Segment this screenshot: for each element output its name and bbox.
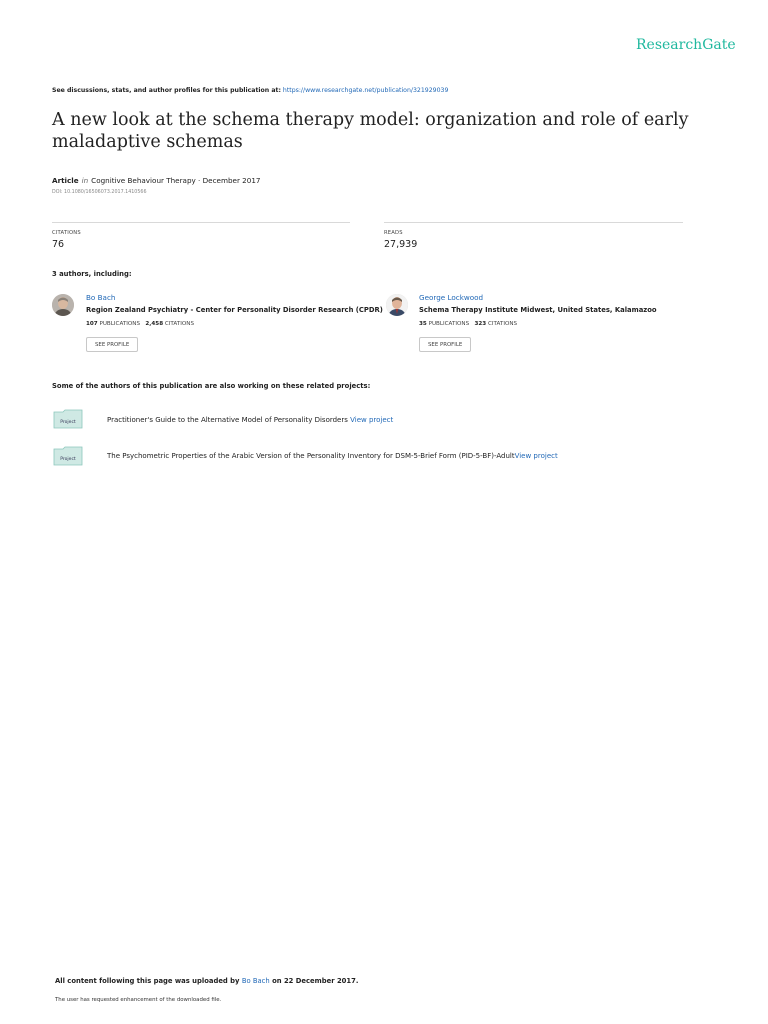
article-title: A new look at the schema therapy model: organization and role of early maladaptive schemas (52, 110, 689, 152)
avatar-bo-bach[interactable] (52, 294, 74, 316)
author-name-bo-bach[interactable]: Bo Bach (86, 293, 116, 302)
uploaded-prefix: All content following this page was uploaded by (55, 977, 240, 985)
author-institution: Schema Therapy Institute Midwest, United States, Kalamazoo (419, 306, 657, 314)
project-item (107, 452, 558, 460)
discussion-label: See discussions, stats, and author profiles for this publication at: (52, 87, 281, 94)
author-stats (86, 321, 194, 327)
see-profile-button[interactable]: SEE PROFILE (86, 337, 138, 352)
see-profile-button[interactable]: SEE PROFILE (419, 337, 471, 352)
uploader-link[interactable]: Bo Bach (241, 977, 270, 985)
view-project-link[interactable]: View project (350, 416, 394, 424)
publications-count: 35 (419, 321, 427, 327)
related-projects-header: Some of the authors of this publication are also working on these related projects: (52, 382, 371, 390)
enhancement-note: The user has requested enhancement of the downloaded file. (55, 997, 222, 1003)
publication-source-line (52, 87, 448, 94)
in-word: in (81, 176, 89, 185)
upload-note (55, 977, 358, 985)
citations-divider (52, 222, 350, 223)
reads-divider (384, 222, 683, 223)
publications-count: 107 (86, 321, 98, 327)
author-name-george-lockwood[interactable]: George Lockwood (419, 293, 484, 302)
folder-icon (53, 409, 83, 429)
project-badge: Project (60, 457, 76, 462)
publications-label: PUBLICATIONS (428, 321, 470, 327)
citations-label: CITATIONS (164, 321, 195, 327)
project-title: Practitioner's Guide to the Alternative Model of Personality Disorders (107, 416, 348, 424)
journal-date: Cognitive Behaviour Therapy · December 2017 (91, 176, 261, 185)
doi-text: DOI: 10.1080/16506073.2017.1410566 (52, 190, 147, 195)
uploaded-suffix: on 22 December 2017. (272, 977, 359, 985)
citations-count: 2,458 (145, 321, 164, 327)
avatar-george-lockwood[interactable] (386, 294, 408, 316)
article-meta (52, 176, 260, 185)
researchgate-logo[interactable]: ResearchGate (636, 37, 736, 53)
author-stats (419, 321, 517, 327)
citations-label: CITATIONS (52, 230, 81, 236)
citations-value: 76 (52, 239, 65, 250)
reads-value: 27,939 (384, 239, 418, 250)
project-badge: Project (60, 420, 76, 425)
view-project-link[interactable]: View project (514, 452, 558, 460)
authors-header: 3 authors, including: (52, 270, 132, 278)
reads-label: READS (384, 230, 403, 236)
article-type: Article (52, 176, 79, 185)
avatar-photo-icon (52, 294, 74, 316)
avatar-photo-icon (386, 294, 408, 316)
citations-label: CITATIONS (487, 321, 518, 327)
author-institution: Region Zealand Psychiatry - Center for Personality Disorder Research (CPDR) (86, 306, 383, 314)
citations-count: 323 (474, 321, 487, 327)
publication-url-link[interactable]: https://www.researchgate.net/publication/321929039 (282, 87, 449, 94)
project-title: The Psychometric Properties of the Arabic Version of the Personality Inventory for DSM-5-Brief Form (PID-5-BF)-Adult (107, 452, 515, 460)
folder-icon (53, 446, 83, 466)
publications-label: PUBLICATIONS (99, 321, 141, 327)
project-item (107, 416, 393, 424)
